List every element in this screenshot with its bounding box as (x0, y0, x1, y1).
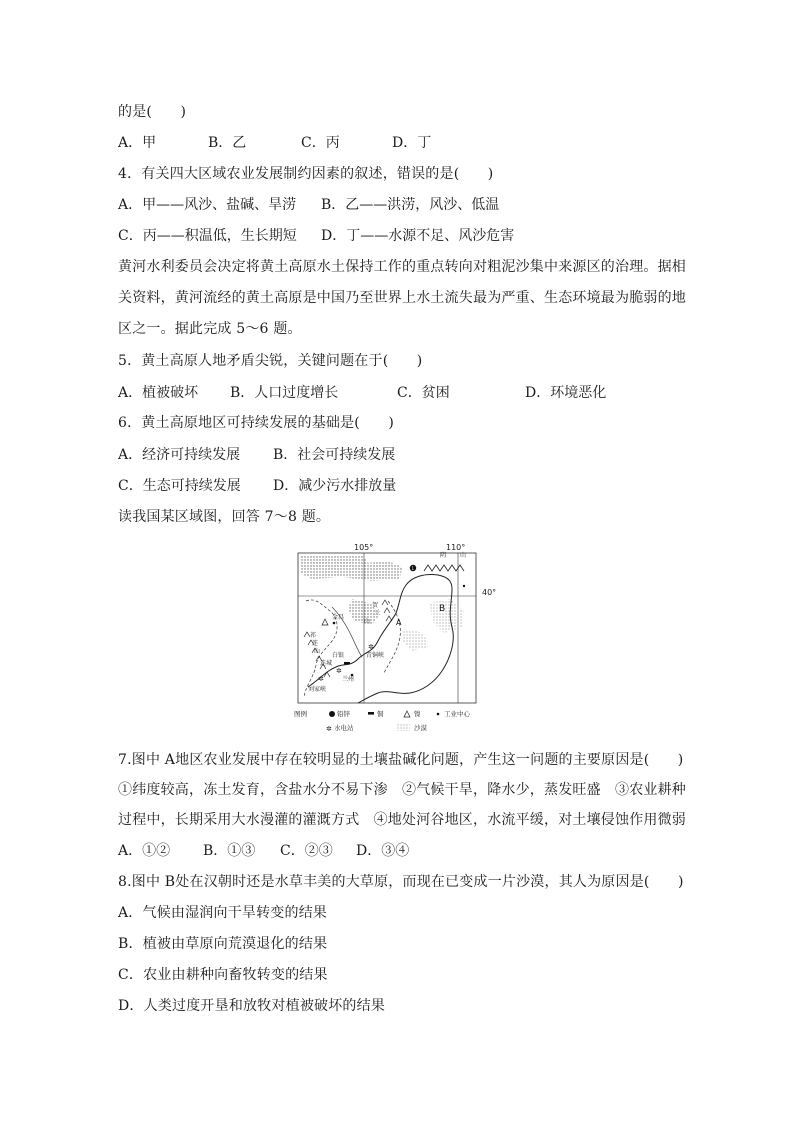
hydro-icon-liujiaxia: ✲ (318, 675, 324, 683)
q8-stem: 8.图中 B处在汉朝时还是水草丰美的大草原，而现在已变成一片沙漠，其人为原因是( ) (118, 874, 684, 890)
desert-mu-us (430, 599, 464, 633)
passage-line-2: 关资料，黄河流经的黄土高原是中国乃至世界上水土流失最为严重、生态环境最为脆弱的地 (118, 290, 686, 306)
passage-line-1: 黄河水利委员会决定将黄土高原水土保持工作的重点转向对粗泥沙集中来源区的治理。据相 (118, 259, 686, 275)
legend-hydro-icon: ✲ (326, 725, 332, 733)
q6-option-b: B．社会可持续发展 (273, 447, 396, 463)
map-label-jinchang: 金昌 (332, 614, 345, 621)
q5-option-b: B．人口过度增长 (230, 385, 339, 401)
legend-desert-icon (396, 724, 410, 731)
q6-option-d: D．减少污水排放量 (273, 478, 397, 494)
map-label-he: 贺 (372, 602, 379, 609)
map-label-A: A (396, 618, 402, 627)
helan-mountains (382, 600, 392, 621)
q3-stem-tail: 的是( ) (118, 104, 187, 120)
q5-option-d: D．环境恶化 (525, 385, 607, 401)
legend-nickel-icon (404, 711, 410, 717)
jinchang-dot (333, 622, 336, 625)
lat-40-label: 40° (482, 588, 497, 597)
q7-option-d: D．③④ (356, 843, 410, 859)
nickel-icon (322, 619, 328, 625)
map-intro: 读我国某区域图，回答 7～8 题。 (118, 509, 331, 525)
q5-option-a: A．植被破坏 (118, 385, 199, 401)
q7-option-c: C．②③ (280, 843, 333, 859)
desert-small (402, 629, 428, 651)
industry-dot-east (463, 585, 465, 587)
q8-option-c: C．农业由耕种向畜牧转变的结果 (118, 967, 328, 983)
q4-option-d: D．丁——水源不足、风沙危害 (321, 228, 515, 244)
q4-option-c: C．丙——积温低，生长期短 (118, 228, 297, 244)
map-label-shan: 山 (460, 552, 467, 559)
q7-option-b: B．①③ (203, 843, 256, 859)
map-label-lan: 兰 (374, 610, 381, 617)
desert-north (300, 555, 402, 581)
q3-option-d: D．丁 (392, 135, 432, 151)
legend-industry-icon (437, 713, 440, 716)
q4-option-b: B．乙——洪涝，风沙、低温 (321, 197, 500, 213)
map-label-lanzhou: 兰州 (342, 676, 355, 683)
boundary-ningxia (384, 601, 400, 673)
q7-stem: 7.图中 A地区农业发展中存在较明显的土壤盐碱化问题，产生这一问题的主要原因是( ) (118, 752, 684, 768)
q7-statements-line-1: ①纬度较高，冻土发育，含盐水分不易下渗 ②气候干旱，降水少，蒸发旺盛 ③农业耕种 (118, 782, 686, 798)
map-label-B: B (439, 604, 446, 614)
map-label-qingtongxia: 青铜峡 (366, 652, 385, 659)
legend-industry: 工业中心 (444, 710, 470, 718)
passage-line-3: 区之一。据此完成 5～6 题。 (118, 321, 302, 337)
hydro-icon-qingtongxia: ✲ (368, 643, 374, 651)
map-label-qi: 祁 (310, 632, 317, 639)
region-map (292, 541, 512, 741)
q8-option-b: B．植被由草原向荒漠退化的结果 (118, 936, 328, 952)
q6-option-a: A．经济可持续发展 (118, 447, 241, 463)
lon-110-label: 110° (446, 543, 466, 552)
q7-option-a: A．①② (118, 843, 171, 859)
lon-105-label: 105° (354, 543, 374, 552)
yellow-river (308, 574, 453, 703)
map-label-shan2: 山 (314, 648, 321, 655)
q8-option-a: A．气候由湿润向干旱转变的结果 (118, 905, 328, 921)
q6-option-c: C．生态可持续发展 (118, 478, 241, 494)
legend-copper: 铜 (377, 710, 384, 718)
q3-option-a: A．甲 (118, 135, 157, 151)
map-label-shan3: 山 (364, 618, 371, 625)
legend-title: 图例 (294, 710, 307, 718)
q5-stem: 5．黄土高原人地矛盾尖锐，关键问题在于( ) (118, 353, 423, 369)
q4-option-a: A．甲——风沙、盐碱、旱涝 (118, 197, 297, 213)
map-label-yin: 阴 (440, 552, 447, 559)
q8-option-d: D．人类过度开垦和放牧对植被破坏的结果 (118, 998, 386, 1014)
q3-option-c: C．丙 (301, 135, 340, 151)
map-label-liujiaxia: 刘家峡 (308, 686, 327, 693)
map-label-lianchen: 连城 (320, 660, 333, 667)
legend-lead-zinc: 铅锌 (337, 710, 350, 718)
hydro-icon-lanzhou: ✲ (336, 667, 342, 675)
svg-text:1: 1 (411, 566, 415, 571)
legend-hydro: 水电站 (334, 724, 354, 732)
map-label-baiyin: 白银 (332, 652, 345, 659)
q3-option-b: B．乙 (208, 135, 247, 151)
map-label-lian: 连 (312, 640, 319, 647)
q6-stem: 6．黄土高原地区可持续发展的基础是( ) (118, 415, 395, 431)
legend-copper-icon (368, 712, 374, 715)
legend-lead-zinc-icon (329, 711, 335, 717)
q4-stem: 4．有关四大区域农业发展制约因素的叙述，错误的是( ) (118, 166, 494, 182)
q7-statements-line-2: 过程中，长期采用大水漫灌的灌溉方式 ④地处河谷地区，水流平缓，对土壤侵蚀作用微弱 (118, 812, 686, 828)
legend-desert: 沙漠 (414, 724, 427, 732)
q5-option-c: C．贫困 (397, 385, 450, 401)
copper-icon (344, 662, 350, 664)
legend-nickel: 镍 (414, 710, 421, 718)
